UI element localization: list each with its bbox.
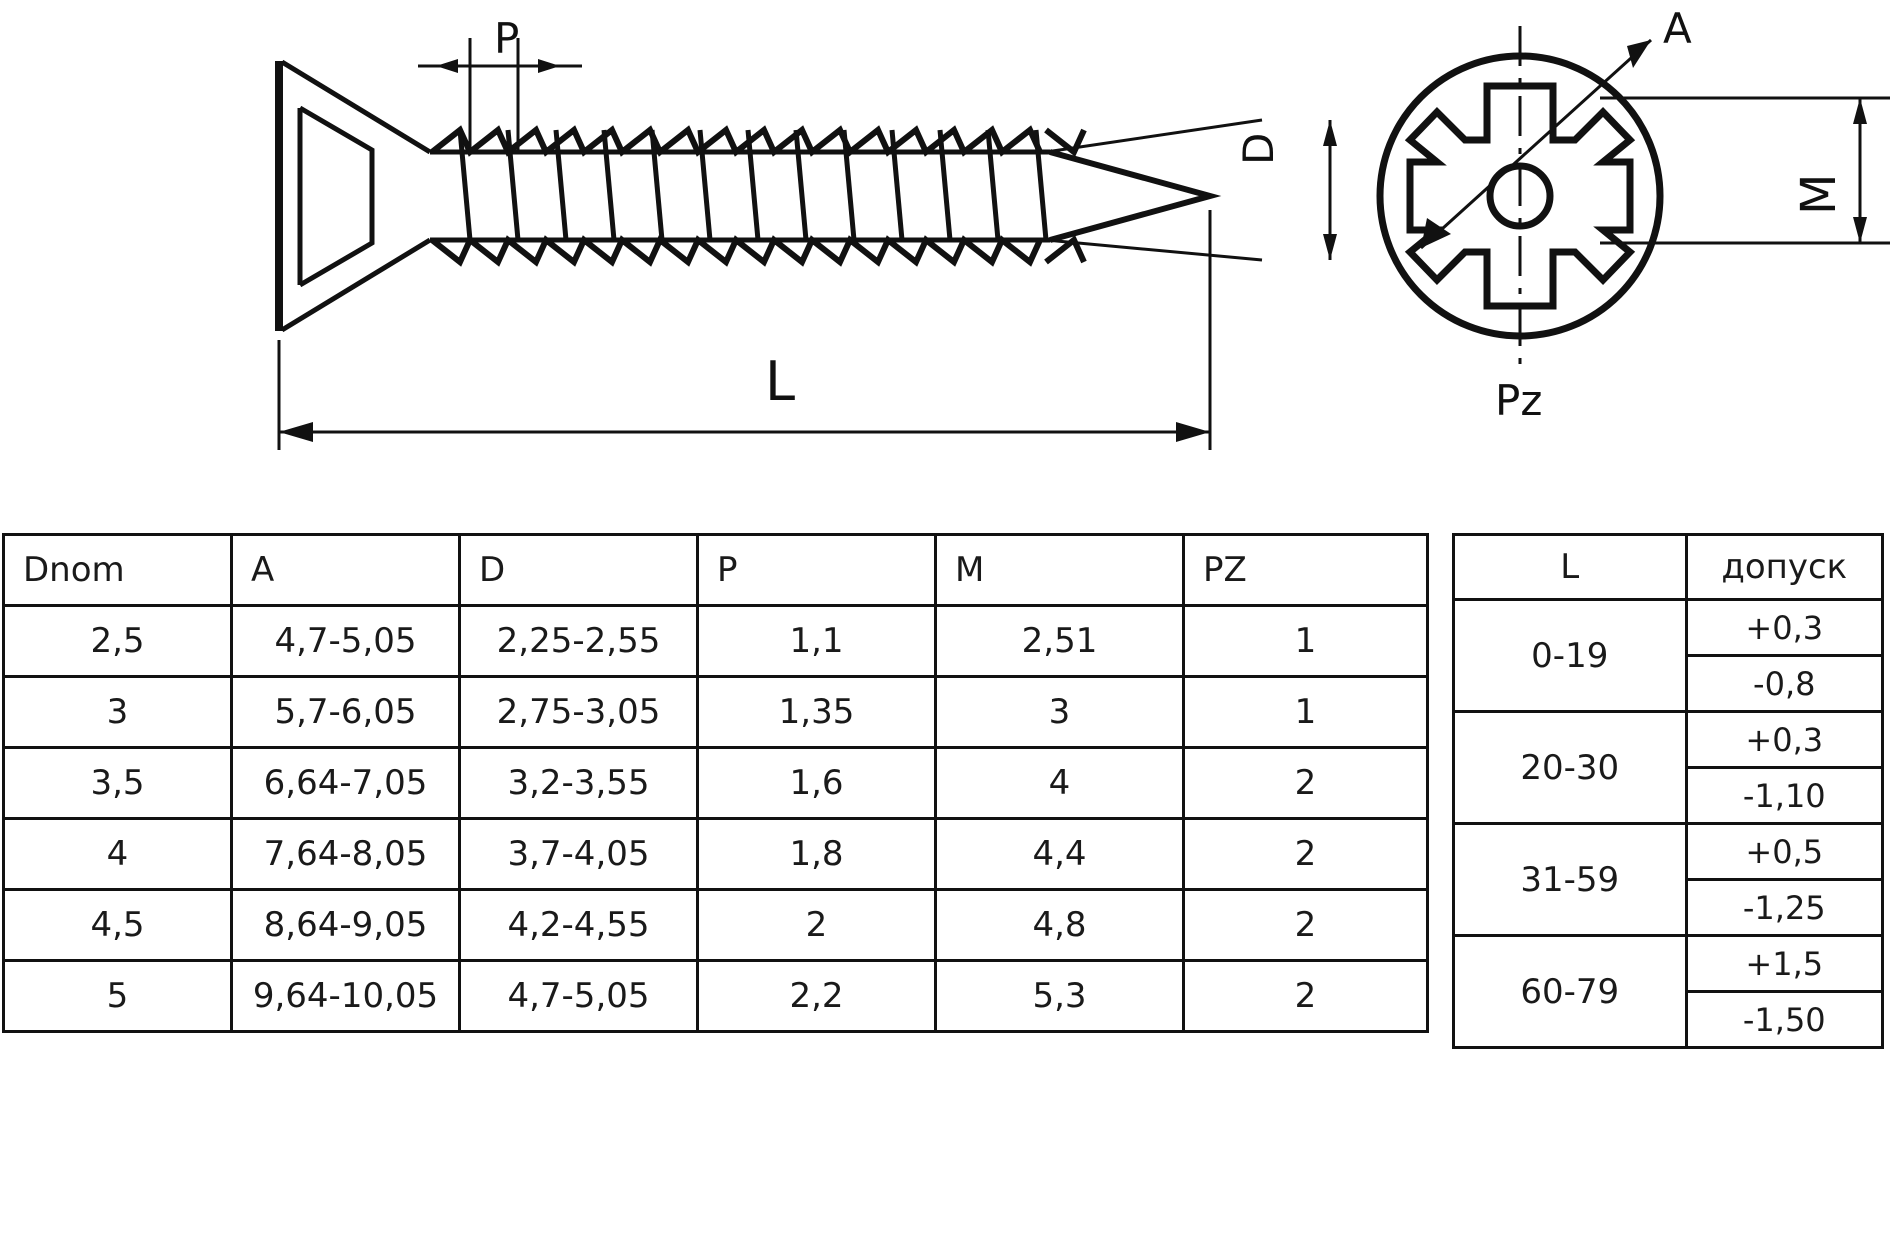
cell-tolerance-plus: +0,3 — [1686, 712, 1882, 768]
cell-a: 8,64-9,05 — [232, 890, 460, 961]
dimensions-table — [2, 533, 1429, 1033]
cell-length-range: 20-30 — [1454, 712, 1687, 824]
tolerance-row — [1454, 712, 1883, 768]
label-length: L — [765, 350, 796, 413]
cell-pz: 2 — [1184, 961, 1428, 1032]
column-header-p: P — [698, 535, 936, 606]
cell-a: 7,64-8,05 — [232, 819, 460, 890]
table-row — [4, 961, 1428, 1032]
screw-head-side — [276, 62, 430, 330]
cell-d: 2,25-2,55 — [460, 606, 698, 677]
cell-pz: 1 — [1184, 606, 1428, 677]
column-header-m: M — [936, 535, 1184, 606]
label-head-diameter: A — [1663, 4, 1692, 53]
cell-pz: 1 — [1184, 677, 1428, 748]
cell-p: 1,1 — [698, 606, 936, 677]
screw-head-top — [1380, 26, 1660, 366]
cell-d: 3,2-3,55 — [460, 748, 698, 819]
cell-dnom: 4,5 — [4, 890, 232, 961]
cell-tolerance-minus: -1,10 — [1686, 768, 1882, 824]
cell-length-range: 31-59 — [1454, 824, 1687, 936]
table-row — [4, 819, 1428, 890]
cell-a: 9,64-10,05 — [232, 961, 460, 1032]
tolerance-row — [1454, 600, 1883, 656]
column-header-dnom: Dnom — [4, 535, 232, 606]
cell-dnom: 3 — [4, 677, 232, 748]
cell-a: 5,7-6,05 — [232, 677, 460, 748]
cell-tolerance-minus: -1,50 — [1686, 992, 1882, 1048]
tolerance-table — [1452, 533, 1884, 1049]
cell-dnom: 2,5 — [4, 606, 232, 677]
column-header-d: D — [460, 535, 698, 606]
cell-d: 4,2-4,55 — [460, 890, 698, 961]
cell-m: 3 — [936, 677, 1184, 748]
cell-dnom: 3,5 — [4, 748, 232, 819]
cell-tolerance-plus: +1,5 — [1686, 936, 1882, 992]
cell-tolerance-plus: +0,5 — [1686, 824, 1882, 880]
cell-p: 1,35 — [698, 677, 936, 748]
label-diameter: D — [1234, 132, 1283, 165]
cell-m: 4 — [936, 748, 1184, 819]
cell-length-range: 0-19 — [1454, 600, 1687, 712]
cell-a: 4,7-5,05 — [232, 606, 460, 677]
column-header-tolerance: допуск — [1686, 535, 1882, 600]
cell-pz: 2 — [1184, 748, 1428, 819]
cell-length-range: 60-79 — [1454, 936, 1687, 1048]
table-header-row — [4, 535, 1428, 606]
label-pitch: P — [494, 14, 520, 63]
table-row — [4, 606, 1428, 677]
cell-m: 4,4 — [936, 819, 1184, 890]
cell-pz: 2 — [1184, 819, 1428, 890]
table-row — [4, 677, 1428, 748]
label-drive-type: Pz — [1495, 376, 1543, 425]
cell-tolerance-minus: -1,25 — [1686, 880, 1882, 936]
cell-m: 5,3 — [936, 961, 1184, 1032]
table-row — [4, 890, 1428, 961]
tolerance-header-row — [1454, 535, 1883, 600]
drawing-area — [0, 0, 1894, 520]
cell-d: 2,75-3,05 — [460, 677, 698, 748]
cell-dnom: 4 — [4, 819, 232, 890]
cell-dnom: 5 — [4, 961, 232, 1032]
column-header-length: L — [1454, 535, 1687, 600]
screw-thread-side — [430, 130, 1050, 262]
cell-tolerance-plus: +0,3 — [1686, 600, 1882, 656]
cell-m: 2,51 — [936, 606, 1184, 677]
cell-a: 6,64-7,05 — [232, 748, 460, 819]
cell-m: 4,8 — [936, 890, 1184, 961]
cell-p: 2 — [698, 890, 936, 961]
cell-p: 1,6 — [698, 748, 936, 819]
cell-d: 3,7-4,05 — [460, 819, 698, 890]
cell-p: 2,2 — [698, 961, 936, 1032]
cell-p: 1,8 — [698, 819, 936, 890]
cell-pz: 2 — [1184, 890, 1428, 961]
tolerance-row — [1454, 824, 1883, 880]
column-header-a: A — [232, 535, 460, 606]
dimension-head-depth — [1600, 98, 1890, 243]
tolerance-row — [1454, 936, 1883, 992]
cell-tolerance-minus: -0,8 — [1686, 656, 1882, 712]
cell-d: 4,7-5,05 — [460, 961, 698, 1032]
table-row — [4, 748, 1428, 819]
column-header-pz: PZ — [1184, 535, 1428, 606]
label-head-depth: M — [1791, 173, 1847, 215]
